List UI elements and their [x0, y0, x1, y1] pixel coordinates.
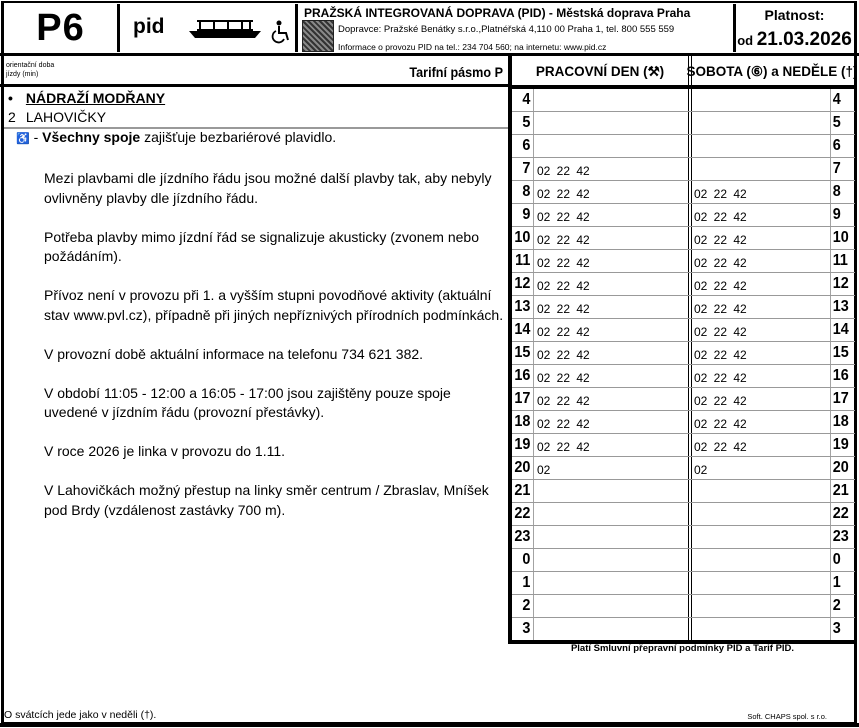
ferry-icon [189, 18, 261, 40]
hour-cell-workday: 18 [514, 411, 534, 434]
minutes-workday: 02 22 42 [537, 164, 590, 178]
hour-cell-weekend: 11 [830, 250, 852, 273]
table-row [512, 158, 855, 181]
hour-cell-workday: 6 [514, 135, 534, 158]
hour-cell-workday: 1 [514, 572, 534, 595]
hour-cell-weekend: 14 [830, 319, 852, 342]
stop-current [4, 89, 508, 108]
hour-cell-workday: 21 [514, 480, 534, 503]
travel-time-label-line2: jízdy (min) [6, 71, 39, 78]
hour-cell-weekend: 6 [830, 135, 852, 158]
hour-cell-weekend: 1 [830, 572, 852, 595]
table-row [512, 457, 855, 480]
timetable-rows [512, 89, 855, 641]
stop-list [4, 89, 508, 127]
note-season: V roce 2026 je linka v provozu do 1.11. [44, 443, 286, 459]
hour-cell-weekend: 22 [830, 503, 852, 526]
note-accessibility [16, 128, 506, 150]
hour-cell-weekend: 9 [830, 204, 852, 227]
validity-label: Platnost: [764, 7, 825, 23]
minutes-weekend: 02 22 42 [694, 187, 747, 201]
hour-cell-workday: 14 [514, 319, 534, 342]
table-row [512, 89, 855, 112]
travel-time-label [6, 61, 54, 79]
table-row [512, 595, 855, 618]
minutes-workday: 02 22 42 [537, 279, 590, 293]
hour-cell-weekend: 19 [830, 434, 852, 457]
carrier-info: Dopravce: Pražské Benátky s.r.o.,Platnéřská 4,110 00 Praha 1, tel. 800 555 559 [338, 24, 675, 35]
column-header-workday: PRACOVNÍ DEN (⚒) [535, 63, 665, 79]
table-row [512, 572, 855, 595]
minutes-workday: 02 22 42 [537, 417, 590, 431]
minutes-weekend: 02 22 42 [694, 233, 747, 247]
table-row [512, 250, 855, 273]
hour-cell-weekend: 10 [830, 227, 852, 250]
hour-cell-weekend: 13 [830, 296, 852, 319]
pid-logo: pid [133, 15, 165, 38]
minutes-workday: 02 22 42 [537, 210, 590, 224]
hour-cell-workday: 16 [514, 365, 534, 388]
hour-cell-workday: 13 [514, 296, 534, 319]
table-row [512, 227, 855, 250]
header [0, 0, 859, 56]
stop-travel-time: 2 [8, 109, 16, 125]
hour-cell-workday: 17 [514, 388, 534, 411]
notes [16, 128, 506, 540]
hour-cell-weekend: 5 [830, 112, 852, 135]
conditions-note: Platí Smluvní přepravní podmínky PID a Tarif PID. [570, 643, 795, 654]
table-row [512, 365, 855, 388]
carrier-crest-logo [302, 20, 334, 52]
hour-cell-workday: 8 [514, 181, 534, 204]
minutes-weekend: 02 22 42 [694, 440, 747, 454]
hour-cell-weekend: 17 [830, 388, 852, 411]
hour-cell-workday: 23 [514, 526, 534, 549]
validity-box [733, 4, 853, 52]
note-text: zajišťuje bezbariérové plavidlo. [140, 129, 337, 145]
hour-cell-weekend: 0 [830, 549, 852, 572]
note-signal: Potřeba plavby mimo jízdní řád se signalizuje akusticky (zvonem nebo požádáním). [44, 228, 479, 264]
note-breaks: V období 11:05 - 12:00 a 16:05 - 17:00 jsou zajištěny pouze spoje uvedené v jízdním řádu (provozní přestávky). [44, 384, 451, 420]
table-row [512, 388, 855, 411]
hour-cell-workday: 7 [514, 158, 534, 181]
table-row [512, 135, 855, 158]
minutes-weekend: 02 22 42 [694, 371, 747, 385]
contact-info: Informace o provozu PID na tel.: 234 704 560; na internetu: www.pid.cz [338, 42, 607, 52]
hour-cell-workday: 12 [514, 273, 534, 296]
line-number: P6 [36, 6, 85, 49]
hour-cell-workday: 10 [514, 227, 534, 250]
hour-cell-workday: 3 [514, 618, 534, 641]
table-row [512, 618, 855, 641]
timetable [508, 56, 858, 644]
table-row [512, 319, 855, 342]
note-flood: Přívoz není v provozu při 1. a vyšším stupni povodňové aktivity (aktuální stav www.pvl.cz), případně při jiných nepříznivých přírodních podmínkách. [44, 287, 504, 323]
minutes-workday: 02 22 42 [537, 394, 590, 408]
organization-title: PRAŽSKÁ INTEGROVANÁ DOPRAVA (PID) - Městská doprava Praha [304, 6, 691, 20]
note-dash: - [29, 129, 43, 145]
hour-cell-workday: 4 [514, 89, 534, 112]
software-credit: Soft. CHAPS spol. s r.o. [747, 712, 827, 721]
minutes-workday: 02 22 42 [537, 302, 590, 316]
stop-item [4, 108, 508, 127]
hour-cell-workday: 2 [514, 595, 534, 618]
stop-travel-time: • [8, 90, 13, 106]
hour-cell-weekend: 8 [830, 181, 852, 204]
table-row [512, 204, 855, 227]
note-transfer: V Lahovičkách možný přestup na linky směr centrum / Zbraslav, Mníšek pod Brdy (vzdálenost zastávky 700 m). [44, 482, 489, 518]
hour-cell-workday: 9 [514, 204, 534, 227]
hour-cell-weekend: 23 [830, 526, 852, 549]
minutes-weekend: 02 22 42 [694, 394, 747, 408]
minutes-weekend: 02 22 42 [694, 256, 747, 270]
hour-cell-weekend: 12 [830, 273, 852, 296]
table-row [512, 434, 855, 457]
stop-name: NÁDRAŽÍ MODŘANY [25, 90, 166, 106]
hour-cell-weekend: 3 [830, 618, 852, 641]
hour-cell-weekend: 15 [830, 342, 852, 365]
column-header-weekend: SOBOTA (⑥) a NEDĚLE (†) [686, 63, 858, 79]
hour-cell-workday: 19 [514, 434, 534, 457]
holiday-note: O svátcích jede jako v neděli (†). [4, 709, 157, 721]
minutes-workday: 02 22 42 [537, 256, 590, 270]
minutes-weekend: 02 [694, 463, 708, 477]
minutes-workday: 02 [537, 463, 551, 477]
validity-date: 21.03.2026 [756, 29, 852, 50]
hour-cell-weekend: 7 [830, 158, 852, 181]
table-row [512, 112, 855, 135]
tariff-zone: Tarifní pásmo P [409, 64, 503, 80]
hour-cell-workday: 20 [514, 457, 534, 480]
table-row [512, 411, 855, 434]
note-phone: V provozní době aktuální informace na telefonu 734 621 382. [44, 345, 424, 362]
divider [0, 723, 859, 727]
hour-cell-weekend: 4 [830, 89, 852, 112]
hour-cell-workday: 11 [514, 250, 534, 273]
table-row [512, 503, 855, 526]
minutes-workday: 02 22 42 [537, 348, 590, 362]
validity-date-line [736, 29, 853, 51]
operator-info [300, 4, 732, 52]
hour-cell-weekend: 18 [830, 411, 852, 434]
wheelchair-icon [271, 20, 291, 44]
validity-prefix: od [737, 33, 754, 48]
minutes-weekend: 02 22 42 [694, 279, 747, 293]
divider [0, 84, 510, 87]
hour-cell-workday: 5 [514, 112, 534, 135]
minutes-workday: 02 22 42 [537, 371, 590, 385]
minutes-workday: 02 22 42 [537, 440, 590, 454]
hour-cell-weekend: 20 [830, 457, 852, 480]
hour-cell-workday: 22 [514, 503, 534, 526]
minutes-weekend: 02 22 42 [694, 302, 747, 316]
table-row [512, 181, 855, 204]
table-row [512, 480, 855, 503]
hour-cell-workday: 15 [514, 342, 534, 365]
minutes-workday: 02 22 42 [537, 325, 590, 339]
stop-name: LAHOVIČKY [25, 109, 107, 125]
minutes-workday: 02 22 42 [537, 233, 590, 247]
table-row [512, 526, 855, 549]
wheelchair-icon: ♿ [16, 133, 30, 145]
hour-cell-workday: 0 [514, 549, 534, 572]
hour-cell-weekend: 16 [830, 365, 852, 388]
note-bold: Všechny spoje [42, 129, 141, 145]
minutes-weekend: 02 22 42 [694, 417, 747, 431]
table-row [512, 273, 855, 296]
minutes-workday: 02 22 42 [537, 187, 590, 201]
minutes-weekend: 02 22 42 [694, 348, 747, 362]
note-extra-trips: Mezi plavbami dle jízdního řádu jsou možné další plavby tak, aby nebyly ovlivněny plavby dle jízdního řádu. [44, 170, 492, 206]
line-number-box [4, 4, 120, 52]
travel-time-label-line1: orientační doba [6, 62, 55, 69]
minutes-weekend: 02 22 42 [694, 210, 747, 224]
minutes-weekend: 02 22 42 [694, 325, 747, 339]
hour-cell-weekend: 2 [830, 595, 852, 618]
hour-cell-weekend: 21 [830, 480, 852, 503]
mode-icons-box [123, 4, 298, 52]
table-row [512, 296, 855, 319]
table-row [512, 549, 855, 572]
table-row [512, 342, 855, 365]
